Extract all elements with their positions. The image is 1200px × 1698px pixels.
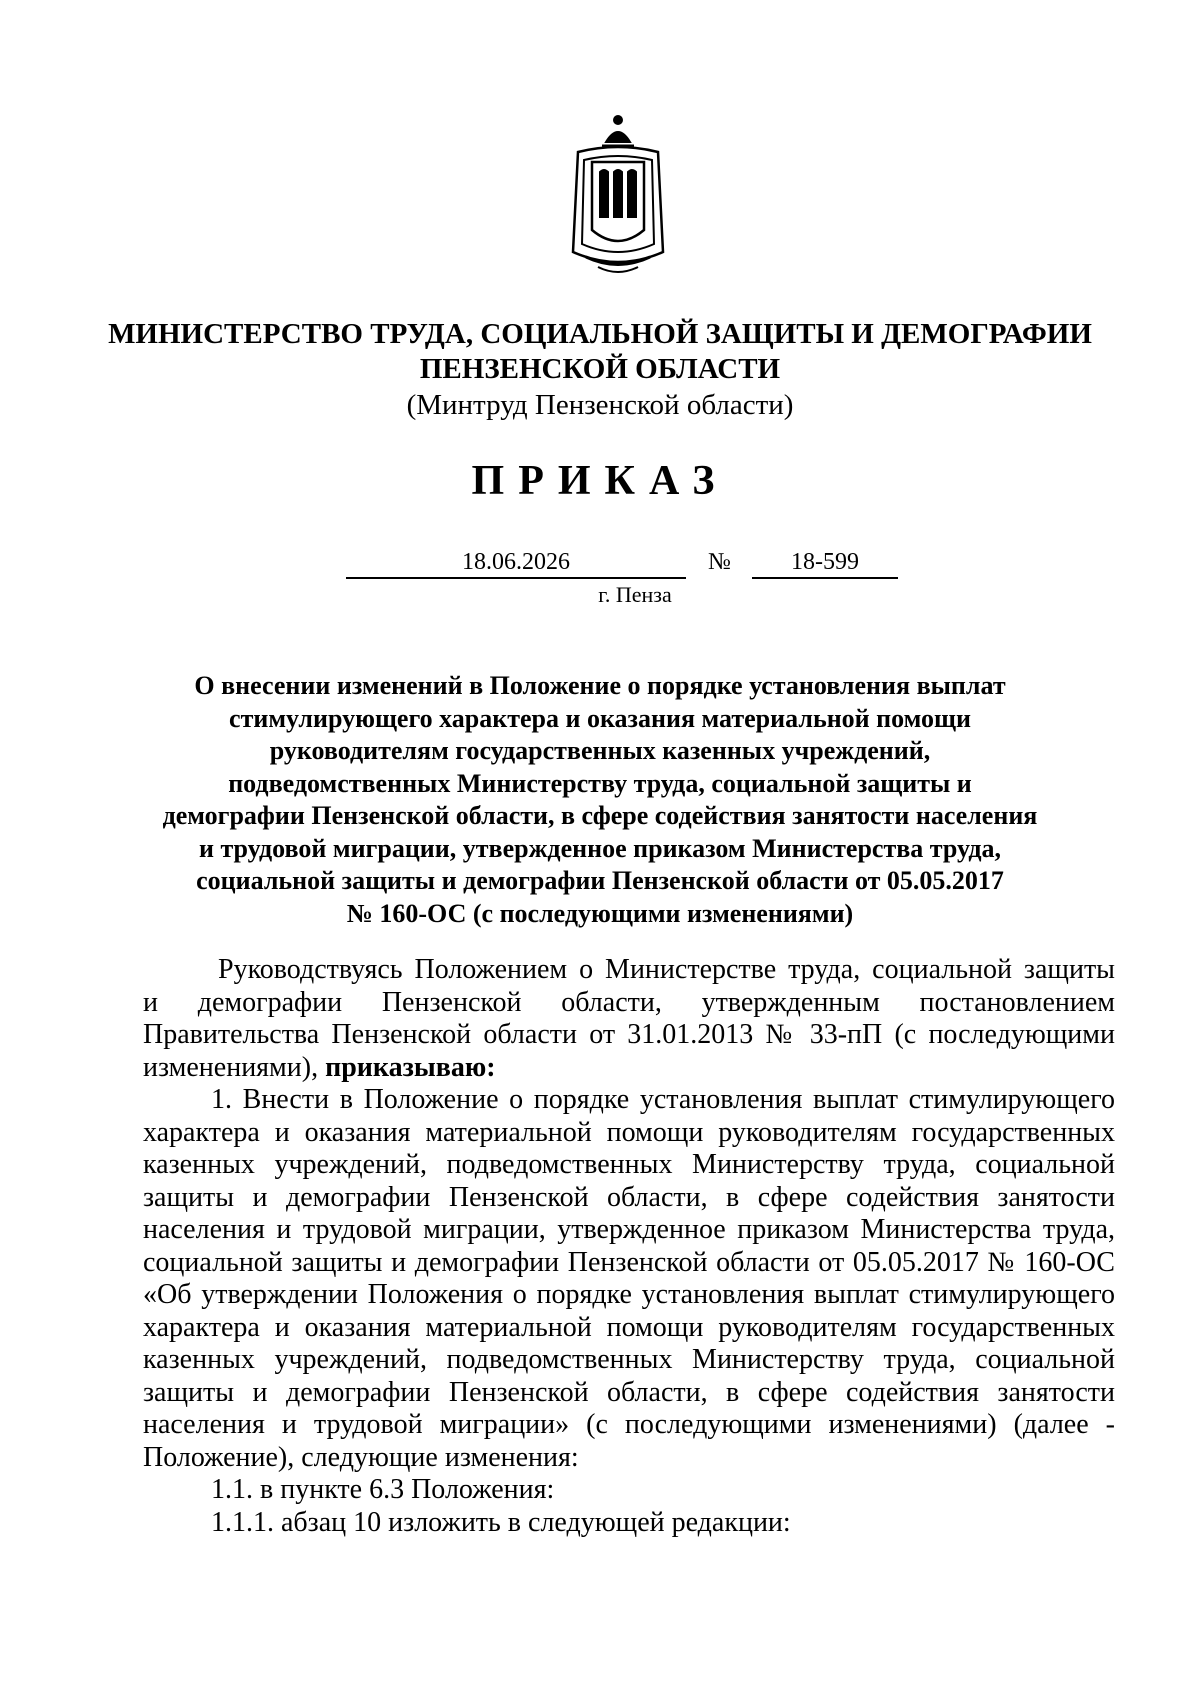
preamble-line: и демографии Пензенской области, утвержденным постановлением bbox=[143, 986, 1115, 1018]
coat-of-arms-emblem bbox=[568, 112, 668, 282]
order-number: 18-599 bbox=[752, 547, 898, 579]
subject-line: стимулирующего характера и оказания материальной помощи bbox=[229, 703, 971, 733]
issue-city: г. Пенза bbox=[598, 582, 672, 607]
document-type-title: ПРИКАЗ bbox=[471, 458, 729, 504]
item1-line: социальной защиты и демографии Пензенской области от 05.05.2017 № 160-ОС bbox=[143, 1246, 1115, 1278]
subject-line: О внесении изменений в Положение о порядке установления выплат bbox=[194, 671, 1006, 700]
item1-line: 1. Внести в Положение о порядке установления выплат стимулирующего bbox=[211, 1084, 1115, 1115]
ministry-name-line2: ПЕНЗЕНСКОЙ ОБЛАСТИ bbox=[419, 353, 781, 385]
item1-line: казенных учреждений, подведомственных Министерству труда, социальной bbox=[143, 1149, 1115, 1180]
item1-line: характера и оказания материальной помощи руководителям государственных bbox=[143, 1311, 1115, 1343]
item1-line: казенных учреждений, подведомственных Министерству труда, социальной bbox=[143, 1344, 1115, 1375]
item1-line: защиты и демографии Пензенской области, в сфере содействия занятости bbox=[143, 1181, 1115, 1213]
item1-line: характера и оказания материальной помощи руководителям государственных bbox=[143, 1116, 1115, 1148]
item1-1-1-line: 1.1.1. абзац 10 изложить в следующей редакции: bbox=[211, 1506, 791, 1538]
item1-line: Положение), следующие изменения: bbox=[143, 1441, 579, 1473]
preamble-end: изменениями), bbox=[143, 1051, 319, 1083]
item1-line: населения и трудовой миграции» (с последующими изменениями) (далее - bbox=[143, 1409, 1115, 1440]
item1-line: «Об утверждении Положения о порядке установления выплат стимулирующего bbox=[143, 1279, 1115, 1310]
subject-line: и трудовой миграции, утвержденное приказом Министерства труда, bbox=[198, 833, 1002, 863]
subject-line: социальной защиты и демографии Пензенской области от 05.05.2017 bbox=[196, 866, 1004, 895]
subject-line: демографии Пензенской области, в сфере содействия занятости населения bbox=[162, 801, 1038, 830]
ministry-name-line1: МИНИСТЕРСТВО ТРУДА, СОЦИАЛЬНОЙ ЗАЩИТЫ И ДЕМОГРАФИИ bbox=[108, 318, 1092, 350]
preamble-line: Правительства Пензенской области от 31.01.2013 № 33-пП (с последующими bbox=[143, 1019, 1115, 1050]
subject-line: подведомственных Министерству труда, социальной защиты и bbox=[228, 768, 972, 798]
item1-line: населения и трудовой миграции, утвержденное приказом Министерства труда, bbox=[143, 1214, 1115, 1245]
command-word: приказываю: bbox=[325, 1051, 496, 1083]
subject-line: руководителям государственных казенных учреждений, bbox=[269, 736, 931, 765]
subject-line: № 160-ОС (с последующими изменениями) bbox=[346, 898, 854, 928]
number-sign: № bbox=[708, 549, 731, 575]
preamble-line-last bbox=[143, 1052, 1115, 1085]
item1-1-line: 1.1. в пункте 6.3 Положения: bbox=[211, 1474, 555, 1505]
preamble-line: Руководствуясь Положением о Министерстве труда, социальной защиты bbox=[218, 954, 1115, 985]
order-date: 18.06.2026 bbox=[346, 547, 686, 579]
order-body bbox=[143, 954, 1115, 1539]
item1-line: защиты и демографии Пензенской области, в сфере содействия занятости bbox=[143, 1376, 1115, 1408]
ministry-short-name: (Минтруд Пензенской области) bbox=[406, 389, 794, 421]
order-subject bbox=[140, 670, 1060, 930]
